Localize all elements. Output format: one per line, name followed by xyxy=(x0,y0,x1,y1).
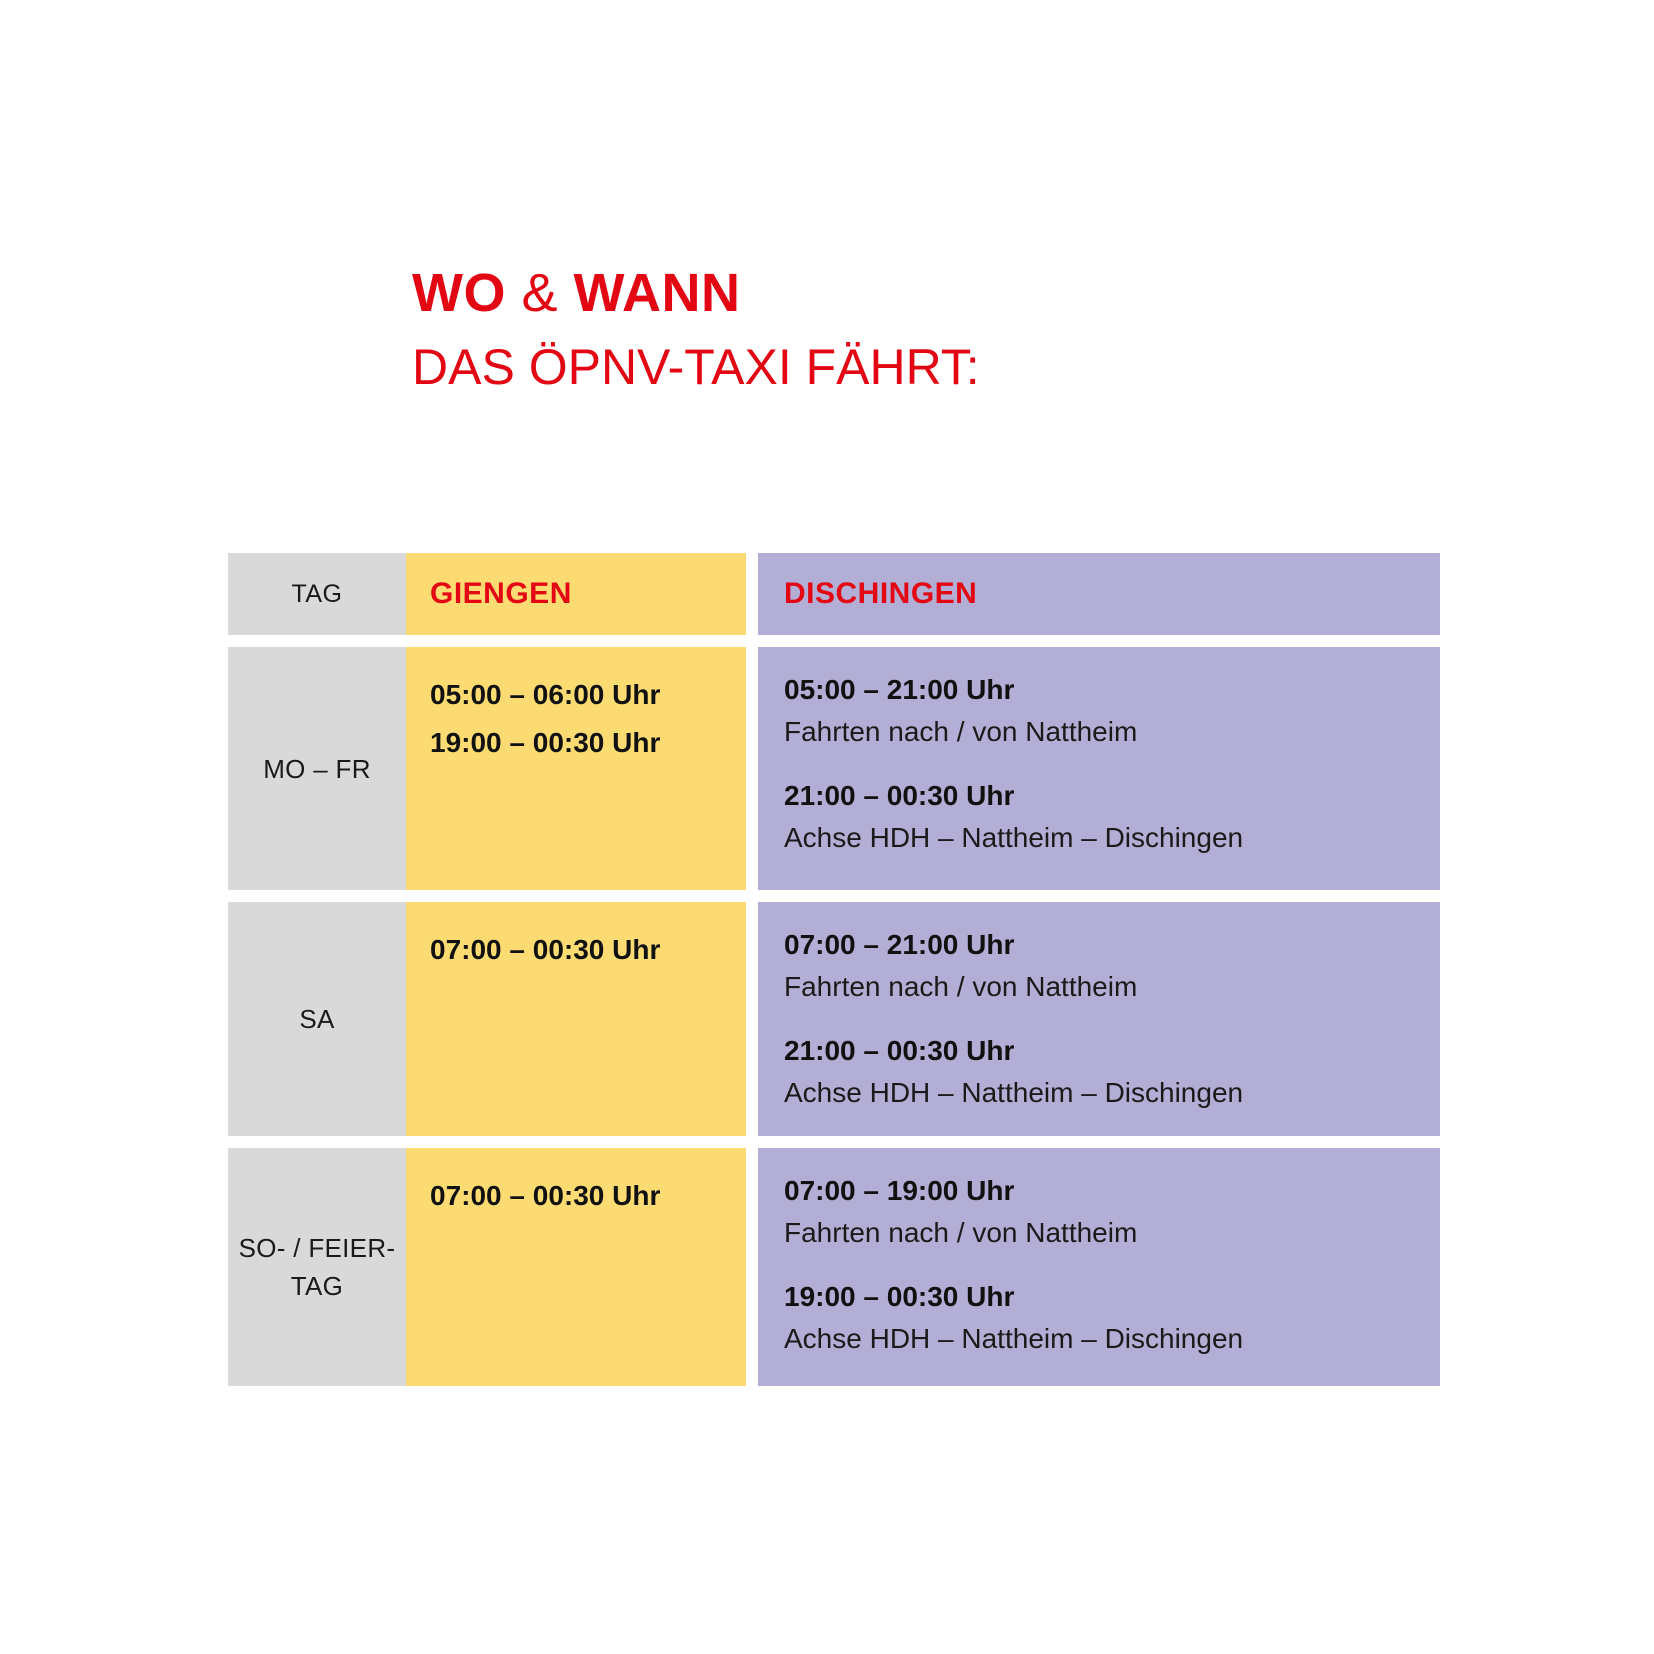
title-line-1 xyxy=(412,262,1412,324)
dischingen-block xyxy=(784,1170,1414,1254)
day-label: MO – FR xyxy=(263,753,371,784)
dischingen-block xyxy=(784,1030,1414,1114)
dischingen-cell xyxy=(758,1148,1440,1386)
table-header-row xyxy=(228,553,1440,635)
dischingen-time: 21:00 – 00:30 Uhr xyxy=(784,1035,1015,1066)
dischingen-cell xyxy=(758,647,1440,890)
header-cell-dischingen xyxy=(758,553,1440,635)
day-cell xyxy=(228,902,406,1136)
page-title xyxy=(412,262,1412,398)
dischingen-time: 21:00 – 00:30 Uhr xyxy=(784,780,1015,811)
dischingen-block xyxy=(784,669,1414,753)
header-giengen-label: GIENGEN xyxy=(430,577,572,610)
title-wo: WO xyxy=(412,263,506,323)
giengen-cell xyxy=(406,1148,746,1386)
dischingen-time: 07:00 – 19:00 Uhr xyxy=(784,1175,1015,1206)
dischingen-cell xyxy=(758,902,1440,1136)
dischingen-block xyxy=(784,1276,1414,1360)
dischingen-desc: Fahrten nach / von Nattheim xyxy=(784,716,1138,747)
giengen-time: 07:00 – 00:30 Uhr xyxy=(430,1180,661,1211)
dischingen-time: 05:00 – 21:00 Uhr xyxy=(784,674,1015,705)
day-cell xyxy=(228,1148,406,1386)
dischingen-time: 07:00 – 21:00 Uhr xyxy=(784,929,1015,960)
dischingen-desc: Achse HDH – Nattheim – Dischingen xyxy=(784,1077,1244,1108)
table-row xyxy=(228,902,1440,1136)
day-label: SA xyxy=(299,1004,335,1034)
day-label: SO- / FEIER-TAG xyxy=(238,1233,396,1301)
dischingen-block xyxy=(784,924,1414,1008)
dischingen-desc: Achse HDH – Nattheim – Dischingen xyxy=(784,1323,1244,1354)
giengen-time: 05:00 – 06:00 Uhr xyxy=(430,679,661,710)
schedule-table xyxy=(228,553,1440,1386)
header-day-label: TAG xyxy=(291,579,343,608)
giengen-time: 19:00 – 00:30 Uhr xyxy=(430,727,661,758)
header-dischingen-label: DISCHINGEN xyxy=(784,577,978,610)
giengen-cell xyxy=(406,902,746,1136)
dischingen-desc: Fahrten nach / von Nattheim xyxy=(784,1217,1138,1248)
dischingen-desc: Fahrten nach / von Nattheim xyxy=(784,971,1138,1002)
dischingen-block xyxy=(784,775,1414,859)
day-cell xyxy=(228,647,406,890)
header-cell-day xyxy=(228,553,406,635)
table-row xyxy=(228,1148,1440,1386)
title-wann: WANN xyxy=(573,263,741,323)
header-cell-giengen xyxy=(406,553,746,635)
dischingen-desc: Achse HDH – Nattheim – Dischingen xyxy=(784,822,1244,853)
title-line-2: DAS ÖPNV-TAXI FÄHRT: xyxy=(412,339,980,395)
dischingen-time: 19:00 – 00:30 Uhr xyxy=(784,1281,1015,1312)
giengen-time: 07:00 – 00:30 Uhr xyxy=(430,934,661,965)
giengen-cell xyxy=(406,647,746,890)
title-ampersand: & xyxy=(521,263,559,323)
table-row xyxy=(228,647,1440,890)
